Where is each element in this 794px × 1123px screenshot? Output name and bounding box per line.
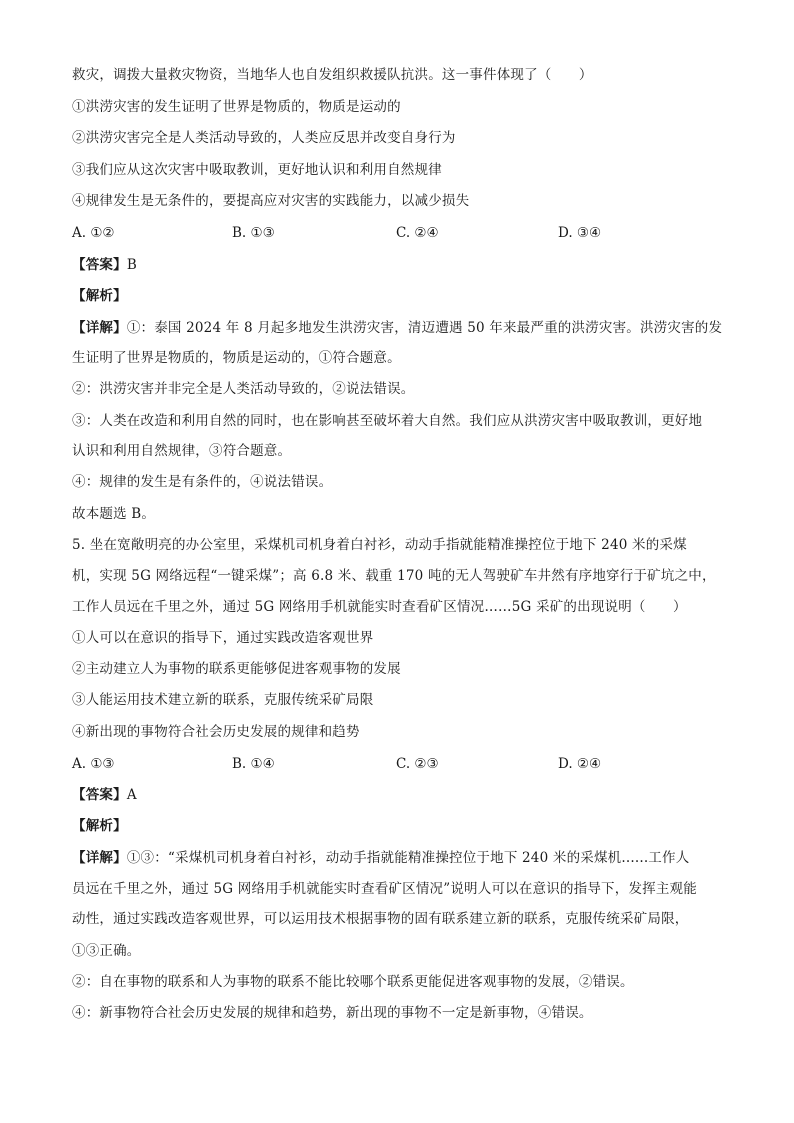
q5-option-a: A. ①③	[72, 756, 115, 772]
q4-detail-line-5: 认识和利用自然规律，③符合题意。	[72, 443, 292, 459]
q4-options	[72, 224, 722, 242]
q4-detail-tag: 【详解】	[72, 320, 127, 336]
q5-option-d: D. ②④	[558, 756, 602, 772]
q4-statement-3: ③我们应从这次灾害中吸取教训，更好地认识和利用自然规律	[72, 162, 442, 178]
q5-options	[72, 755, 722, 773]
q5-option-c: C. ②③	[396, 756, 439, 772]
q4-stem-line: 救灾，调拨大量救灾物资，当地华人也自发组织救援队抗洪。这一事件体现了（ ）	[72, 67, 593, 83]
q4-answer-value: B	[126, 257, 137, 273]
q4-analysis-tag: 【解析】	[72, 288, 127, 304]
q5-detail-line-6: ④：新事物符合社会历史发展的规律和趋势，新出现的事物不一定是新事物，④错误。	[72, 1005, 593, 1021]
q4-answer-tag: 【答案】	[72, 257, 127, 273]
q5-answer-value: A	[126, 787, 137, 803]
q5-statement-4: ④新出现的事物符合社会历史发展的规律和趋势	[72, 724, 360, 740]
q4-option-d: D. ③④	[558, 225, 602, 241]
q4-detail-line-6: ④：规律的发生是有条件的，④说法错误。	[72, 474, 333, 490]
q4-option-b: B. ①③	[232, 225, 275, 241]
q5-detail-text: ①③：“采煤机司机身着白衬衫，动动手指就能精准操控位于地下 240 米的采煤机......工作人	[126, 850, 690, 866]
q5-statement-1: ①人可以在意识的指导下，通过实践改造客观世界	[72, 630, 374, 646]
q5-answer	[72, 786, 722, 804]
q4-statement-4: ④规律发生是无条件的，要提高应对灾害的实践能力，以减少损失	[72, 193, 470, 209]
q5-detail-line-1	[72, 849, 722, 867]
q5-statement-3: ③人能运用技术建立新的联系，克服传统采矿局限	[72, 692, 374, 708]
q5-option-b: B. ①④	[232, 756, 275, 772]
q5-detail-line-5: ②：自在事物的联系和人为事物的联系不能比较哪个联系更能促进客观事物的发展，②错误。	[72, 974, 634, 990]
q5-detail-line-2: 员远在千里之外，通过 5G 网络用手机就能实时查看矿区情况”说明人可以在意识的指导下，发挥主观能	[72, 881, 697, 897]
q4-option-a: A. ①②	[72, 225, 115, 241]
q4-option-c: C. ②④	[396, 225, 439, 241]
q4-detail-line-3: ②：洪涝灾害并非完全是人类活动导致的，②说法错误。	[72, 381, 415, 397]
q5-analysis-tag: 【解析】	[72, 818, 127, 834]
q5-stem-line-2: 机，实现 5G 网络远程“一键采煤”；高 6.8 米、载重 170 吨的无人驾驶矿车井然有序地穿行于矿坑之中，	[72, 568, 716, 584]
q4-statement-2: ②洪涝灾害完全是人类活动导致的，人类应反思并改变自身行为	[72, 130, 456, 146]
q4-statement-1: ①洪涝灾害的发生证明了世界是物质的，物质是运动的	[72, 99, 401, 115]
q4-detail-text: ①：泰国 2024 年 8 月起多地发生洪涝灾害，清迈遭遇 50 年来最严重的洪涝灾害。洪涝灾害的发	[126, 320, 723, 336]
q4-detail-line-1	[72, 319, 722, 337]
q5-stem-line-1: 5. 坐在宽敞明亮的办公室里，采煤机司机身着白衬衫，动动手指就能精准操控位于地下 240 米的采煤	[72, 537, 687, 553]
q4-detail-line-2: 生证明了世界是物质的，物质是运动的，①符合题意。	[72, 350, 401, 366]
q4-conclusion: 故本题选 B。	[72, 506, 156, 522]
q5-detail-line-4: ①③正确。	[72, 943, 141, 959]
q4-answer	[72, 256, 722, 274]
q5-answer-tag: 【答案】	[72, 787, 127, 803]
q5-detail-tag: 【详解】	[72, 850, 127, 866]
q5-statement-2: ②主动建立人为事物的联系更能够促进客观事物的发展	[72, 661, 401, 677]
q5-detail-line-3: 动性，通过实践改造客观世界，可以运用技术根据事物的固有联系建立新的联系，克服传统采矿局限，	[72, 911, 689, 927]
q5-stem-line-3: 工作人员远在千里之外，通过 5G 网络用手机就能实时查看矿区情况……5G 采矿的出现说明（ ）	[72, 599, 687, 615]
q4-detail-line-4: ③：人类在改造和利用自然的同时，也在影响甚至破坏着大自然。我们应从洪涝灾害中吸取教训，更好地	[72, 413, 703, 429]
